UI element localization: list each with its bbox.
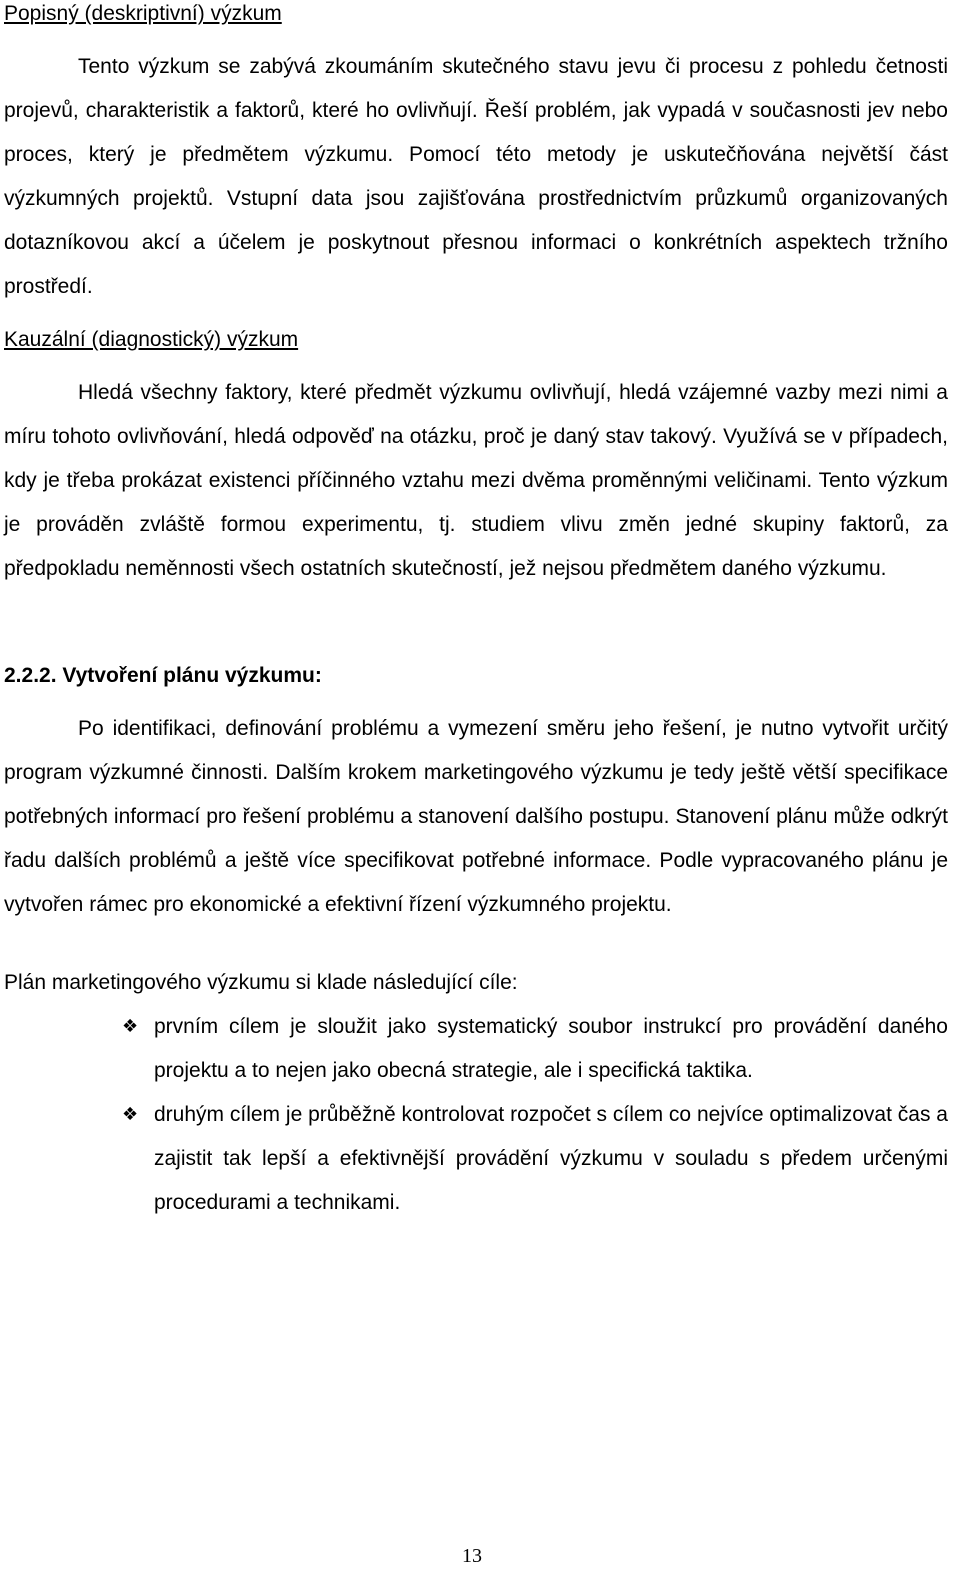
paragraph-plan: Po identifikaci, definování problému a vymezení směru jeho řešení, je nutno vytvořit určitý program výzkumné činnosti. Dalším krokem marketingového výzkumu je tedy ještě větší specifikace potřebných informací pro řešení problému a stanovení dalšího postupu. Stanovení plánu může odkrýt řadu dalších problémů a ještě více specifikovat potřebné informace. Podle vypracovaného plánu je vytvořen rámec pro ekonomické a efektivní řízení výzkumného projektu. [4, 717, 948, 916]
diamond-bullet-icon: ❖ [122, 1016, 139, 1037]
goals-list [4, 1005, 948, 1225]
paragraph-popisny: Tento výzkum se zabývá zkoumáním skutečného stavu jevu či procesu z pohledu četnosti projevů, charakteristik a faktorů, které ho ovlivňují. Řeší problém, jak vypadá v současnosti jev nebo proces, který je předmětem výzkumu. Pomocí této metody je uskutečňována největší část výzkumných projektů. Vstupní data jsou zajišťována prostřednictvím průzkumů organizovaných dotazníkovou akcí a účelem je poskytnout přesnou informaci o konkrétních aspektech tržního prostředí. [4, 55, 948, 298]
goal-item [4, 1093, 948, 1225]
page-number: 13 [462, 1545, 482, 1567]
section-title-popisny: Popisný (deskriptivní) výzkum [4, 2, 282, 25]
paragraph-kauzalni: Hledá všechny faktory, které předmět výzkumu ovlivňují, hledá vzájemné vazby mezi nimi a míru tohoto ovlivňování, hledá odpověď na otázku, proč je daný stav takový. Využívá se v případech, kdy je třeba prokázat existenci příčinného vztahu mezi dvěma proměnnými veličinami. Tento výzkum je prováděn zvláště formou experimentu, tj. studiem vlivu změn jedné skupiny faktorů, za předpokladu neměnnosti všech ostatních skutečností, jež nejsou předmětem daného výzkumu. [4, 381, 948, 580]
subsection-heading [4, 662, 948, 690]
goals-intro: Plán marketingového výzkumu si klade následující cíle: [4, 971, 518, 994]
section-title-kauzalni: Kauzální (diagnostický) výzkum [4, 328, 299, 351]
document-page [4, 0, 948, 1225]
goal-text: prvním cílem je sloužit jako systematický soubor instrukcí pro provádění daného projektu a to nejen jako obecná strategie, ale i specifická taktika. [154, 1015, 948, 1082]
heading-title: Vytvoření plánu výzkumu: [62, 664, 322, 687]
diamond-bullet-icon: ❖ [122, 1104, 139, 1125]
goal-item [4, 1005, 948, 1093]
heading-number: 2.2.2. [4, 664, 57, 687]
goal-text: druhým cílem je průběžně kontrolovat rozpočet s cílem co nejvíce optimalizovat čas a zajistit tak lepší a efektivnější provádění výzkumu v souladu s předem určenými procedurami a technikami. [154, 1103, 948, 1214]
